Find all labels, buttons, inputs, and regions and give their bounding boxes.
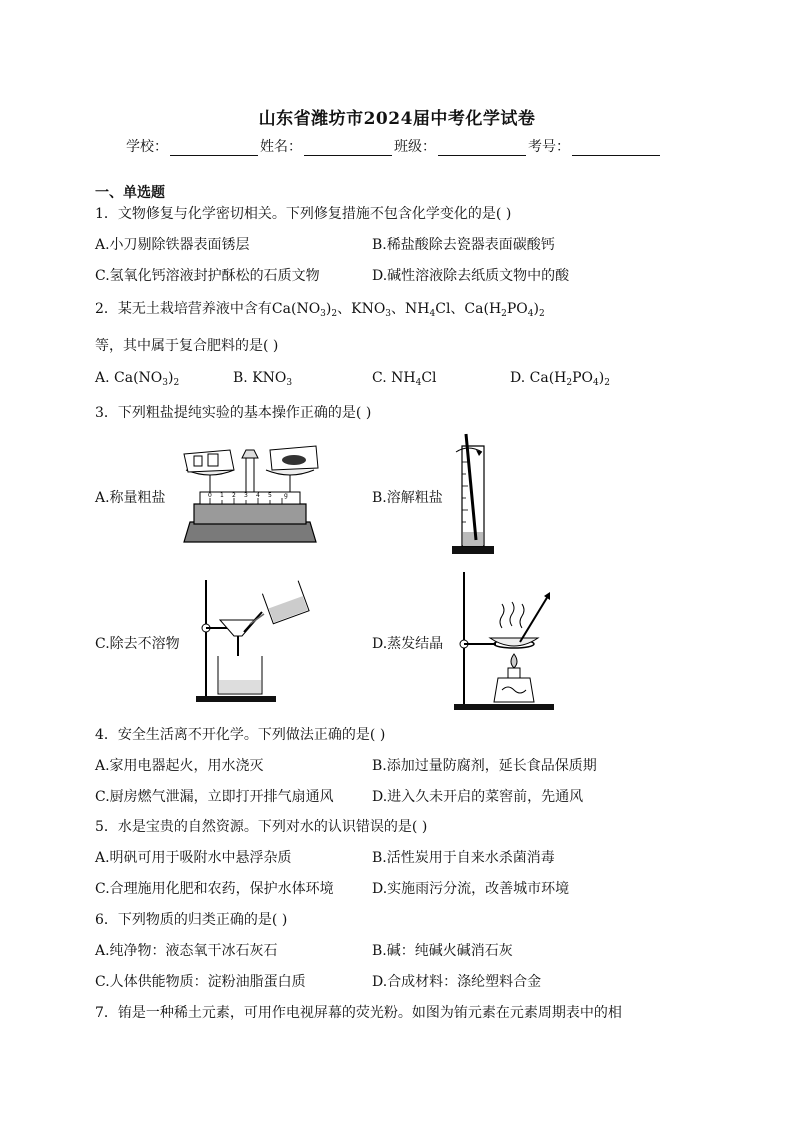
- exam-number-field[interactable]: [572, 141, 660, 156]
- dissolving-cylinder-figure: [448, 432, 498, 556]
- question-5-option-a[interactable]: A.明矾可用于吸附水中悬浮杂质: [95, 850, 292, 866]
- scale-tick-0: 0: [208, 492, 212, 499]
- exam-number-label: 考号：: [528, 139, 570, 155]
- evaporation-figure: [450, 568, 560, 712]
- question-2-stem-continued: 等，其中属于复合肥料的是( ): [95, 338, 279, 354]
- question-4-option-d[interactable]: D.进入久未开启的菜窖前，先通风: [372, 789, 584, 805]
- question-1-option-a[interactable]: A.小刀剔除铁器表面锈层: [95, 237, 250, 253]
- scale-tick-5: 5: [268, 492, 272, 499]
- class-field[interactable]: [438, 141, 526, 156]
- question-4-option-a[interactable]: A.家用电器起火，用水浇灭: [95, 758, 264, 774]
- question-7-stem: 7．铕是一种稀土元素，可用作电视屏幕的荧光粉。如图为铕元素在元素周期表中的相: [95, 1005, 622, 1021]
- balance-scale-figure: [170, 440, 330, 550]
- question-6-option-c[interactable]: C.人体供能物质：淀粉油脂蛋白质: [95, 974, 306, 990]
- question-2-option-c[interactable]: C. $NH_4Cl$: [372, 370, 437, 388]
- student-info-row: [126, 136, 662, 156]
- question-3-option-b[interactable]: B.溶解粗盐: [372, 490, 443, 506]
- question-3-option-d[interactable]: D.蒸发结晶: [372, 636, 444, 652]
- name-label: 姓名：: [260, 139, 302, 155]
- question-6-option-d[interactable]: D.合成材料：涤纶塑料合金: [372, 974, 542, 990]
- section-heading: 一、单选题: [95, 185, 165, 201]
- question-2-stem-prefix: 2．某无土栽培营养液中含有: [95, 301, 272, 317]
- page-title: 山东省潍坊市2024届中考化学试卷: [258, 109, 536, 129]
- scale-unit: g: [284, 492, 288, 499]
- question-6-option-b[interactable]: B.碱：纯碱火碱消石灰: [372, 943, 513, 959]
- scale-tick-2: 2: [232, 492, 236, 499]
- question-4-option-b[interactable]: B.添加过量防腐剂，延长食品保质期: [372, 758, 597, 774]
- question-2-option-d[interactable]: D. $Ca(H_2PO_4)_2$: [510, 370, 610, 388]
- question-2-option-b[interactable]: B. $KNO_3$: [233, 370, 293, 388]
- question-1-option-d[interactable]: D.碱性溶液除去纸质文物中的酸: [372, 268, 570, 284]
- question-2-stem: 2．某无土栽培营养液中含有$Ca(NO_3)_2$、$KNO_3$、$NH_4Cl$、$Ca(H_2PO_4)_2$: [95, 301, 545, 319]
- question-6-option-a[interactable]: A.纯净物：液态氧干冰石灰石: [95, 943, 278, 959]
- question-3-option-c[interactable]: C.除去不溶物: [95, 636, 180, 652]
- question-5-option-c[interactable]: C.合理施用化肥和农药，保护水体环境: [95, 881, 334, 897]
- scale-tick-1: 1: [220, 492, 224, 499]
- question-3-stem: 3．下列粗盐提纯实验的基本操作正确的是( ): [95, 405, 372, 421]
- question-5-option-b[interactable]: B.活性炭用于自来水杀菌消毒: [372, 850, 555, 866]
- scale-tick-4: 4: [256, 492, 260, 499]
- question-3-option-a[interactable]: A.称量粗盐: [95, 490, 166, 506]
- class-label: 班级：: [394, 139, 436, 155]
- scale-tick-3: 3: [244, 492, 248, 499]
- question-2-option-a[interactable]: A. $Ca(NO_3)_2$: [95, 370, 180, 388]
- filtration-figure: [192, 576, 322, 704]
- question-4-option-c[interactable]: C.厨房燃气泄漏，立即打开排气扇通风: [95, 789, 334, 805]
- school-field[interactable]: [170, 141, 258, 156]
- question-5-option-d[interactable]: D.实施雨污分流，改善城市环境: [372, 881, 570, 897]
- question-5-stem: 5．水是宝贵的自然资源。下列对水的认识错误的是( ): [95, 819, 428, 835]
- name-field[interactable]: [304, 141, 392, 156]
- question-4-stem: 4．安全生活离不开化学。下列做法正确的是( ): [95, 727, 386, 743]
- question-1-option-b[interactable]: B.稀盐酸除去瓷器表面碳酸钙: [372, 237, 555, 253]
- question-6-stem: 6．下列物质的归类正确的是( ): [95, 912, 288, 928]
- question-1-option-c[interactable]: C.氢氧化钙溶液封护酥松的石质文物: [95, 268, 320, 284]
- school-label: 学校：: [126, 139, 168, 155]
- question-1-stem: 1．文物修复与化学密切相关。下列修复措施不包含化学变化的是( ): [95, 206, 512, 222]
